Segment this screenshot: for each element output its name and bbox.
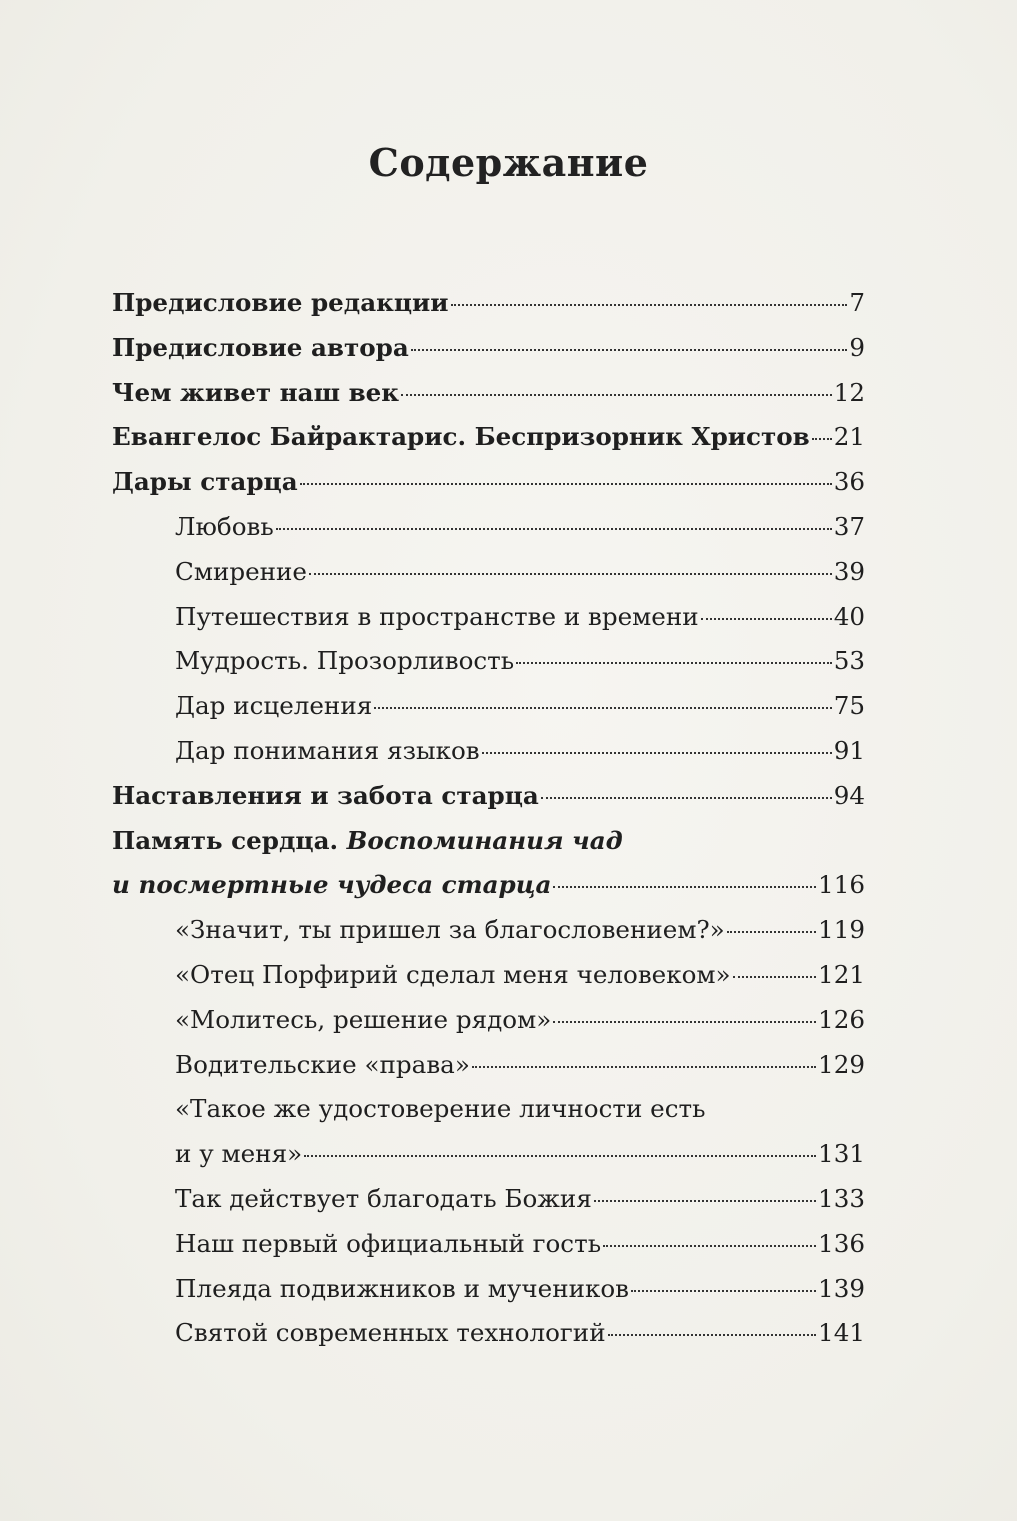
dot-leader <box>603 1245 816 1247</box>
toc-entry <box>112 781 865 826</box>
toc-entry-title <box>175 1229 601 1258</box>
toc-entry-text: Память сердца. <box>112 825 339 855</box>
toc-entry <box>112 602 865 647</box>
toc-entry-text: Предисловие автора <box>112 332 409 362</box>
toc-entry-italic-text: и посмертные чудеса старца <box>112 870 552 900</box>
toc-entry <box>112 1139 865 1184</box>
dot-leader <box>516 662 832 664</box>
dot-leader <box>276 528 832 530</box>
toc-entry-text: Наставления и забота старца <box>112 780 539 810</box>
toc-entry-title <box>175 557 307 586</box>
dot-leader <box>631 1290 816 1292</box>
toc-page-number: 36 <box>833 467 865 497</box>
dot-leader <box>701 618 832 620</box>
toc-page-number: 136 <box>818 1228 865 1258</box>
toc-entry-title <box>175 1318 606 1347</box>
toc-entry-text: «Такое же удостоверение личности есть <box>175 1094 706 1124</box>
toc-entry <box>112 467 865 512</box>
dot-leader <box>472 1066 816 1068</box>
toc-entry-title <box>112 333 409 362</box>
toc-page-number: 9 <box>849 332 865 362</box>
dot-leader <box>374 707 831 709</box>
toc-page-number: 133 <box>818 1183 865 1213</box>
dot-leader <box>727 931 816 933</box>
page-title: Содержание <box>368 140 649 185</box>
toc-page-number: 129 <box>818 1049 865 1079</box>
toc-entry <box>112 1005 865 1050</box>
toc-entry <box>112 826 865 871</box>
toc-entry-title <box>112 781 539 810</box>
toc-entry-text: «Значит, ты пришел за благословением?» <box>175 915 725 945</box>
toc-page-number: 37 <box>833 511 865 541</box>
dot-leader <box>733 976 816 978</box>
dot-leader <box>541 797 832 799</box>
toc-entry-text: Дар исцеления <box>175 691 373 721</box>
dot-leader <box>608 1334 816 1336</box>
toc-entry-title <box>175 1274 629 1303</box>
toc-entry <box>112 1318 865 1363</box>
toc-entry-text: Водительские «права» <box>175 1049 470 1079</box>
toc-entry-text: Дар понимания языков <box>175 735 480 765</box>
toc-entry <box>112 1229 865 1274</box>
toc-entry-text: «Молитесь, решение рядом» <box>175 1004 552 1034</box>
toc-entry-text: Чем живет наш век <box>112 377 400 407</box>
toc-entry <box>112 1050 865 1095</box>
toc-page-number: 40 <box>833 601 865 631</box>
dot-leader <box>304 1155 816 1157</box>
toc-entry <box>112 422 865 467</box>
toc-page-number: 126 <box>818 1004 865 1034</box>
toc-entry-text: Любовь <box>175 511 274 541</box>
dot-leader <box>553 1021 816 1023</box>
toc-entry <box>112 736 865 781</box>
toc-entry-text: «Отец Порфирий сделал меня человеком» <box>175 959 731 989</box>
toc-entry-text: Святой современных технологий <box>175 1318 606 1348</box>
toc-entry <box>112 960 865 1005</box>
toc-entry-text: Мудрость. Прозорливость <box>175 646 515 676</box>
dot-leader <box>300 483 832 485</box>
dot-leader <box>482 752 832 754</box>
toc-page-number: 12 <box>833 377 865 407</box>
toc-page-number: 141 <box>818 1318 865 1348</box>
toc-entry-title <box>175 646 514 675</box>
toc-entry-text: Дары старца <box>112 467 298 497</box>
toc-entry-title <box>175 1184 592 1213</box>
toc-entry <box>112 691 865 736</box>
toc-entry-title <box>175 512 274 541</box>
toc-entry <box>112 1274 865 1319</box>
dot-leader <box>411 349 848 351</box>
toc-entry <box>112 288 865 333</box>
toc-entry-text: Предисловие редакции <box>112 288 449 317</box>
toc-entry <box>112 1184 865 1229</box>
toc-page-number: 39 <box>833 556 865 586</box>
toc-page-number: 131 <box>818 1139 865 1169</box>
toc-page-number: 94 <box>833 780 865 810</box>
toc-entry <box>112 646 865 691</box>
toc-entry-title <box>175 691 372 720</box>
toc-page-number: 53 <box>833 646 865 676</box>
toc-entry <box>112 557 865 602</box>
toc-entry-italic-text: Воспоминания чад <box>346 825 623 855</box>
toc-entry <box>112 1094 865 1139</box>
toc-entry-title <box>112 870 551 899</box>
toc-entry-title <box>175 915 725 944</box>
dot-leader <box>309 573 832 575</box>
toc-page-number: 75 <box>833 691 865 721</box>
toc-entry-title <box>175 736 480 765</box>
toc-entry-title <box>175 1050 470 1079</box>
toc-entry-title <box>175 1005 551 1034</box>
toc-entry <box>112 333 865 378</box>
toc-page-number: 91 <box>833 735 865 765</box>
dot-leader <box>812 438 832 440</box>
dot-leader <box>401 394 832 396</box>
toc-entry-title <box>112 826 623 855</box>
table-of-contents <box>112 288 865 1363</box>
toc-page-number: 119 <box>818 915 865 945</box>
dot-leader <box>594 1200 816 1202</box>
toc-entry-text: Путешествия в пространстве и времени <box>175 601 699 631</box>
toc-page-number: 139 <box>818 1273 865 1303</box>
toc-entry-text: Плеяда подвижников и мучеников <box>175 1273 630 1303</box>
toc-entry-title <box>112 378 399 407</box>
toc-entry-title <box>175 960 731 989</box>
toc-page-number: 7 <box>849 288 865 317</box>
toc-entry-text: Смирение <box>175 556 307 586</box>
toc-entry-text: Евангелос Байрактарис. Беспризорник Христов <box>112 422 810 452</box>
toc-entry-title <box>175 602 699 631</box>
dot-leader <box>451 304 848 306</box>
toc-page-number: 21 <box>833 422 865 452</box>
toc-entry <box>112 915 865 960</box>
toc-entry-text: Так действует благодать Божия <box>175 1183 592 1213</box>
toc-entry <box>112 378 865 423</box>
toc-entry <box>112 512 865 557</box>
toc-entry-title <box>112 288 449 317</box>
toc-entry-text: Наш первый официальный гость <box>175 1228 602 1258</box>
toc-page-number: 116 <box>818 870 865 900</box>
toc-entry-text: и у меня» <box>175 1139 303 1169</box>
toc-page-number: 121 <box>818 959 865 989</box>
toc-entry-title <box>175 1139 302 1168</box>
toc-entry <box>112 870 865 915</box>
toc-entry-title <box>112 467 298 496</box>
toc-entry-title <box>175 1094 706 1123</box>
toc-entry-title <box>112 422 810 451</box>
dot-leader <box>553 886 816 888</box>
